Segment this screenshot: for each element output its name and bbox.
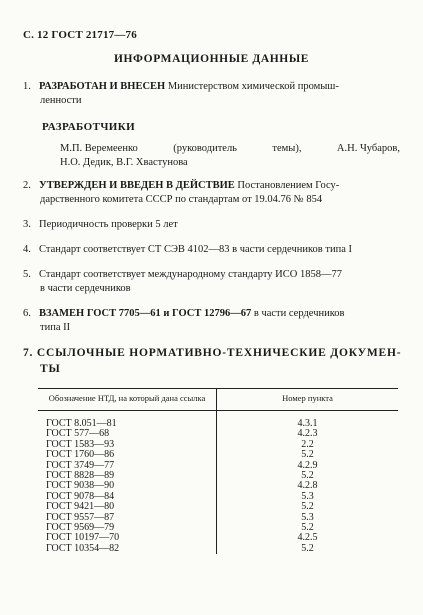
document-cell: ГОСТ 3749—77 — [38, 461, 217, 471]
developer-name: А.Н. Чубаров, — [336, 143, 400, 154]
section-text: Периодичность проверки 5 лет — [39, 219, 178, 230]
section-2 — [23, 179, 398, 207]
document-cell: ГОСТ 9569—79 — [38, 523, 217, 533]
document-cell: ГОСТ 9078—84 — [38, 492, 217, 502]
document-cell: ГОСТ 8.051—81 — [38, 411, 217, 430]
section-text: Постановлением Госу- — [234, 180, 340, 191]
section-number: 1. — [23, 81, 31, 92]
section-text: Министерством химической промыш- — [165, 81, 339, 92]
section-lead: УТВЕРЖДЕН И ВВЕДЕН В ДЕЙСТВИЕ — [39, 180, 235, 191]
section-5 — [23, 268, 398, 296]
document-cell: ГОСТ 9557—87 — [38, 513, 217, 523]
section-text: Стандарт соответствует СТ СЭВ 4102—83 в части сердечников типа I — [39, 244, 352, 255]
section-lead: РАЗРАБОТАН И ВНЕСЕН — [39, 81, 166, 92]
clause-cell: 5.2 — [301, 501, 314, 513]
section-continuation: дарственного комитета СССР по стандартам от 19.04.76 № 854 — [40, 194, 323, 205]
clause-cell: 4.3.1 — [297, 418, 318, 429]
section-number: 6. — [23, 308, 31, 319]
clause-cell: 4.2.3 — [297, 428, 318, 440]
document-cell: ГОСТ 577—68 — [38, 429, 217, 439]
section-1 — [23, 80, 398, 108]
table-body — [38, 411, 398, 555]
page-title: ИНФОРМАЦИОННЫЕ ДАННЫЕ — [113, 53, 310, 65]
developer-role-cont: темы), — [272, 143, 302, 154]
document-cell: ГОСТ 9038—90 — [38, 481, 217, 491]
clause-cell: 4.2.9 — [297, 459, 318, 471]
section-7-heading — [23, 345, 403, 377]
clause-cell: 5.3 — [301, 490, 314, 502]
developer-names: Н.О. Дедик, В.Г. Хвастунова — [60, 157, 188, 168]
document-cell: ГОСТ 9421—80 — [38, 502, 217, 512]
document-cell: ГОСТ 10354—82 — [38, 544, 217, 554]
section-number: 3. — [23, 219, 31, 230]
document-cell: ГОСТ 1760—86 — [38, 450, 217, 460]
column-header-clause: Номер пункта — [282, 393, 333, 403]
clause-cell: 5.2 — [301, 470, 314, 482]
section-lead: ВЗАМЕН ГОСТ 7705—61 и ГОСТ 12796—67 — [39, 308, 252, 319]
document-cell: ГОСТ 8828—89 — [38, 471, 217, 481]
column-header-document: Обозначение НТД, на который дана ссылка — [38, 389, 217, 411]
clause-cell: 4.2.5 — [297, 532, 318, 544]
table-row — [38, 544, 398, 554]
clause-cell: 5.2 — [301, 449, 314, 461]
developers-heading: РАЗРАБОТЧИКИ — [42, 121, 136, 133]
clause-cell: 5.2 — [301, 542, 314, 554]
clause-cell: 4.2.8 — [297, 480, 318, 492]
section-4 — [23, 243, 398, 257]
section-number: 4. — [23, 244, 31, 255]
section-text: в части сердечников — [251, 308, 345, 319]
developer-role: (руководитель — [173, 143, 237, 154]
page-header: С. 12 ГОСТ 21717—76 — [23, 29, 137, 41]
developer-name: М.П. Веремеенко — [60, 143, 138, 154]
section-number: 5. — [23, 269, 31, 280]
clause-cell: 5.3 — [301, 511, 314, 523]
section-7-line: ТЫ — [40, 363, 61, 375]
section-text: Стандарт соответствует международному стандарту ИСО 1858—77 — [39, 269, 342, 280]
table-header-row — [38, 389, 398, 411]
section-6 — [23, 307, 398, 335]
section-continuation: ленности — [40, 95, 82, 106]
section-continuation: в части сердечников — [40, 283, 131, 294]
clause-cell: 2.2 — [301, 438, 314, 450]
table-row — [38, 411, 398, 430]
section-3 — [23, 218, 398, 232]
references-table — [38, 388, 398, 554]
section-continuation: типа II — [40, 322, 71, 333]
section-number: 2. — [23, 180, 31, 191]
document-cell: ГОСТ 10197—70 — [38, 533, 217, 543]
developers-list — [60, 142, 400, 170]
document-cell: ГОСТ 1583—93 — [38, 440, 217, 450]
clause-cell: 5.2 — [301, 522, 314, 534]
section-7-line: 7. ССЫЛОЧНЫЕ НОРМАТИВНО-ТЕХНИЧЕСКИЕ ДОКУМЕН- — [23, 347, 402, 359]
